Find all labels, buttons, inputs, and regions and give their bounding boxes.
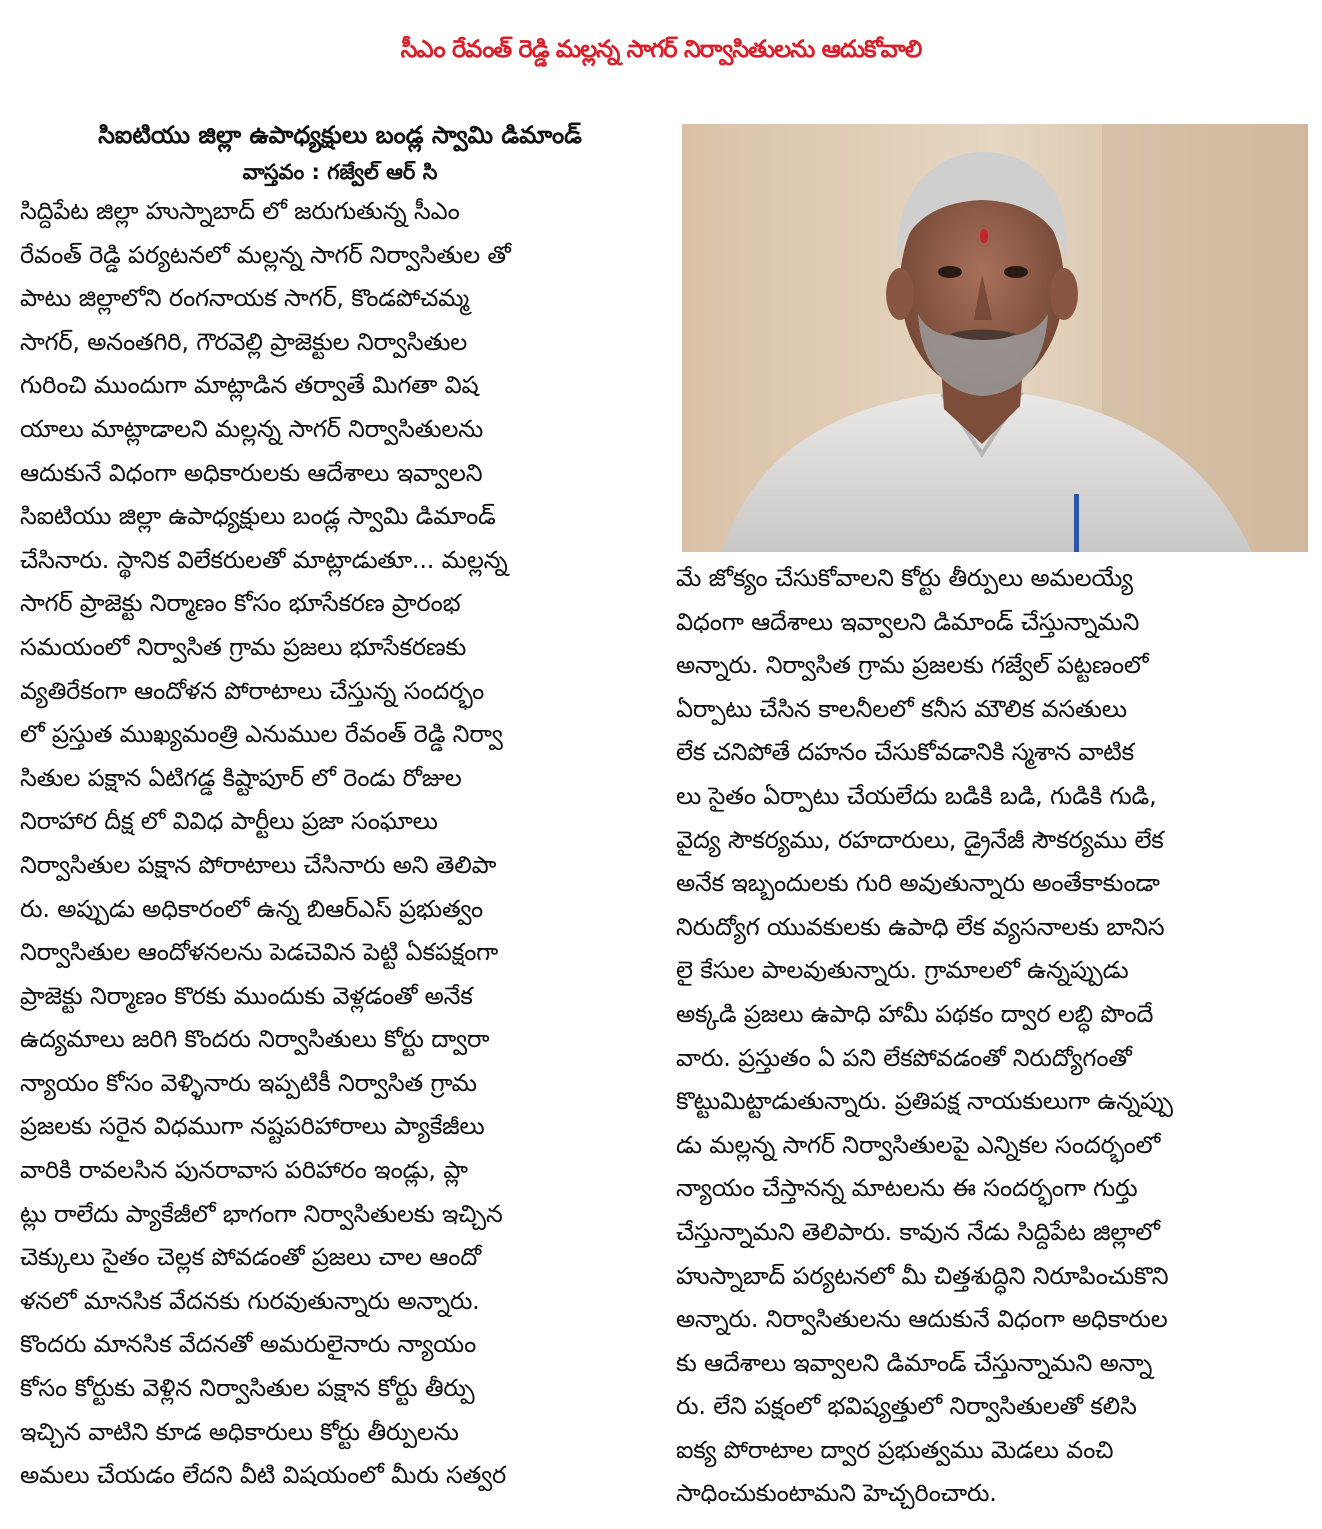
left-column-line: సమయంలో నిర్వాసిత గ్రామ ప్రజలు భూసేకరణకు: [20, 632, 467, 661]
dateline: వాస్తవం : గజ్వేల్ ఆర్ సి: [242, 160, 438, 184]
left-column-line: చేసినారు. స్థానిక విలేకరులతో మాట్లాడుతూ... మల్లన్న: [20, 545, 508, 574]
right-column-line: ఐక్య పోరాటాల ద్వార ప్రభుత్వము మెడలు వంచి: [676, 1435, 1114, 1464]
right-column-line: అన్నారు. నిర్వాసిత గ్రామ ప్రజలకు గజ్వేల్ పట్టణంలో: [676, 651, 1149, 680]
left-column-line: ప్రజలకు సరైన విధముగా నష్టపరిహారాలు ప్యాకేజీలు: [20, 1112, 485, 1141]
right-column-line: మే జోక్యం చేసుకోవాలని కోర్టు తీర్పులు అమలయ్యే: [676, 564, 1133, 592]
portrait-photo-icon: [682, 124, 1308, 552]
left-column-line: నిర్వాసితుల పక్షాన పోరాటాలు చేసినారు అని తెలిపా: [20, 850, 497, 879]
right-column-line: వైద్య సౌకర్యము, రహదారులు, డ్రైనేజీ సౌకర్యము లేక: [676, 825, 1164, 854]
right-column-line: అనేక ఇబ్బందులకు గురి అవుతున్నారు అంతేకాకుండా: [676, 869, 1160, 898]
right-column-line: వారు. ప్రస్తుతం ఏ పని లేకపోవడంతో నిరుద్యోగంతో: [676, 1043, 1132, 1072]
left-column-line: గురించి ముందుగా మాట్లాడిన తర్వాతే మిగతా విష: [20, 371, 479, 400]
left-column-line: కొందరు మానసిక వేదనతో అమరులైనారు న్యాయం: [20, 1330, 477, 1359]
right-column-line: లు సైతం ఏర్పాటు చేయలేదు బడికి బడి, గుడికి గుడి,: [676, 781, 1157, 810]
right-column-body: [676, 557, 1310, 1516]
right-column-line: న్యాయం చేస్తానన్న మాటలను ఈ సందర్భంగా గుర్తు: [676, 1174, 1138, 1203]
right-column-line: కొట్టుమిట్టాడుతున్నారు. ప్రతిపక్ష నాయకులుగా ఉన్నప్పు: [676, 1087, 1173, 1116]
right-column-line: నిరుద్యోగ యువకులకు ఉపాధి లేక వ్యసనాలకు బానిస: [676, 912, 1165, 941]
left-column-line: నిర్వాసితుల ఆందోళనలను పెడచెవిన పెట్టి ఏకపక్షంగా: [20, 938, 499, 967]
left-column-line: కోసం కోర్టుకు వెళ్లిన నిర్వాసితుల పక్షాన కోర్టు తీర్పు: [20, 1374, 475, 1403]
left-column-line: చెక్కులు సైతం చెల్లక పోవడంతో ప్రజలు చాల ఆందో: [20, 1243, 481, 1272]
right-column-line: అక్కడి ప్రజలు ఉపాధి హామీ పథకం ద్వార లబ్ధి పొందే: [676, 999, 1154, 1028]
right-column-line: డు మల్లన్న సాగర్ నిర్వాసితులపై ఎన్నికల సందర్భంలో: [676, 1130, 1161, 1159]
left-column-line: సిఐటియు జిల్లా ఉపాధ్యక్షులు బండ్ల స్వామి డిమాండ్: [20, 502, 496, 531]
left-column-line: ట్లు రాలేదు ప్యాకేజీలో భాగంగా నిర్వాసితులకు ఇచ్చిన: [20, 1199, 503, 1228]
left-column: [20, 116, 660, 1498]
right-column-line: రు. లేని పక్షంలో భవిష్యత్తులో నిర్వాసితులతో కలిసి: [676, 1392, 1137, 1421]
left-column-line: రు. అప్పుడు అధికారంలో ఉన్న బిఆర్ఎస్ ప్రభుత్వం: [20, 894, 483, 923]
left-column-line: ఉద్యమాలు జరిగి కొందరు నిర్వాసితులు కోర్టు ద్వారా: [20, 1025, 490, 1054]
left-column-line: లో ప్రస్తుత ముఖ్యమంత్రి ఎనుముల రేవంత్ రెడ్డి నిర్వా: [20, 720, 503, 749]
right-column-line: కు ఆదేశాలు ఇవ్వాలని డిమాండ్ చేస్తున్నామని అన్నా: [676, 1348, 1153, 1377]
left-column-line: నిరాహార దీక్ష లో వివిధ పార్టీలు ప్రజా సంఘాలు: [20, 807, 438, 836]
left-column-line: సాగర్, అనంతగిరి, గౌరవెల్లి ప్రాజెక్టుల నిర్వాసితుల: [20, 327, 468, 356]
right-column-line: ఏర్పాటు చేసిన కాలనీలలో కనీస మౌలిక వసతులు: [676, 694, 1127, 723]
left-column-line: ఆదుకునే విధంగా అధికారులకు ఆదేశాలు ఇవ్వాలని: [20, 458, 483, 487]
left-column-line: అమలు చేయడం లేదని వీటి విషయంలో మీరు సత్వర: [20, 1461, 507, 1490]
left-column-line: ప్రాజెక్టు నిర్మాణం కొరకు ముందుకు వెళ్లడంతో అనేక: [20, 981, 473, 1010]
portrait-photo: [682, 124, 1308, 552]
right-column-line: అన్నారు. నిర్వాసితులను ఆదుకునే విధంగా అధికారుల: [676, 1305, 1168, 1334]
left-column-line: వారికి రావలసిన పునరావాస పరిహారం ఇండ్లు, ప్లా: [20, 1156, 468, 1185]
subheadline: సిఐటియు జిల్లా ఉపాధ్యక్షులు బండ్ల స్వామి డిమాండ్: [98, 121, 582, 149]
left-column-line: సిద్దిపేట జిల్లా హుస్నాబాద్ లో జరుగుతున్న సీఎం: [20, 197, 460, 225]
left-column-line: న్యాయం కోసం వెళ్ళినారు ఇప్పటికీ నిర్వాసిత గ్రామ: [20, 1068, 477, 1097]
left-column-line: సాగర్ ప్రాజెక్టు నిర్మాణం కోసం భూసేకరణ ప్రారంభ: [20, 589, 461, 618]
left-column-line: యాలు మాట్లాడాలని మల్లన్న సాగర్ నిర్వాసితులను: [20, 414, 484, 443]
left-column-line: సితుల పక్షాన ఏటిగడ్డ కిష్టాపూర్ లో రెండు రోజుల: [20, 763, 462, 792]
left-column-line: రేవంత్ రెడ్డి పర్యటనలో మల్లన్న సాగర్ నిర్వాసితుల తో: [20, 240, 511, 269]
headline: సీఎం రేవంత్ రెడ్డి మల్లన్న సాగర్ నిర్వాసితులను ఆదుకోవాలి: [400, 35, 922, 63]
left-column-line: వ్యతిరేకంగా ఆందోళన పోరాటాలు చేస్తున్న సందర్భం: [20, 676, 485, 705]
right-column-line: లేక చనిపోతే దహనం చేసుకోవడానికి స్మశాన వాటిక: [676, 738, 1134, 767]
right-column-line: హుస్నాబాద్ పర్యటనలో మీ చిత్తశుద్ధిని నిరూపించుకొని: [676, 1261, 1169, 1290]
right-column-line: చేస్తున్నామని తెలిపారు. కావున నేడు సిద్దిపేట జిల్లాలో: [676, 1217, 1160, 1246]
left-column-line: ళనలో మానసిక వేదనకు గురవుతున్నారు అన్నారు.: [20, 1286, 480, 1315]
right-column-line: సాధించుకుంటామని హెచ్చరించారు.: [676, 1479, 997, 1508]
left-column-line: పాటు జిల్లాలోని రంగనాయక సాగర్, కొండపోచమ్మ: [20, 284, 469, 313]
right-column-line: విధంగా ఆదేశాలు ఇవ్వాలని డిమాండ్ చేస్తున్నామని: [676, 607, 1140, 636]
left-column-line: ఇచ్చిన వాటిని కూడ అధికారులు కోర్టు తీర్పులను: [20, 1417, 459, 1446]
right-column-line: లై కేసుల పాలవుతున్నారు. గ్రామాలలో ఉన్నప్పుడు: [676, 956, 1129, 985]
left-column-body: [20, 190, 660, 1498]
